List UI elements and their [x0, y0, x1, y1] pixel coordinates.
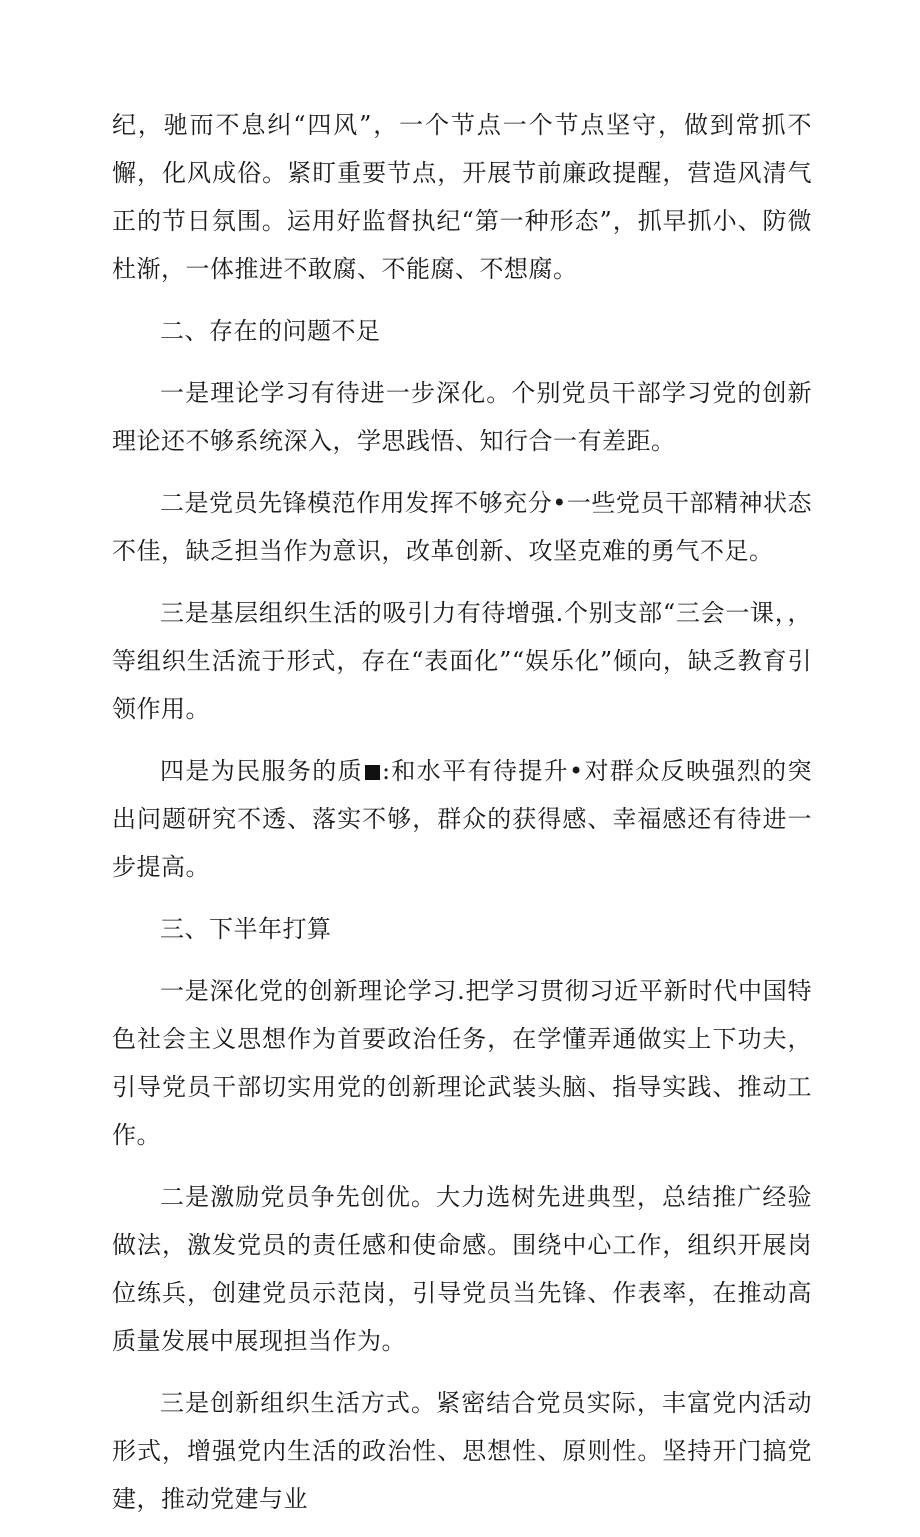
black-square-glyph	[365, 765, 380, 780]
document-body	[112, 101, 812, 1537]
paragraph-problem-1: 一是理论学习有待进一步深化。个别党员干部学习党的创新理论还不够系统深入，学思践悟、知行合一有差距。	[112, 379, 812, 455]
paragraph-plan-3: 三是创新组织生活方式。紧密结合党员实际，丰富党内活动形式，增强党内生活的政治性、思想性、原则性。坚持开门搞党建，推动党建与业	[112, 1389, 812, 1513]
paragraph-continued: 纪，驰而不息纠“四风”，一个节点一个节点坚守，做到常抓不懈，化风成俗。紧盯重要节点，开展节前廉政提醒，营造风清气正的节日氛围。运用好监督执纪“第一种形态”，抓早抓小、防微杜渐，一体推进不敢腐、不能腐、不想腐。	[112, 111, 812, 283]
section-heading-plans: 三、下半年打算	[160, 915, 332, 943]
paragraph-problem-3: 三是基层组织生活的吸引力有待增强.个别支部“三会一课，，等组织生活流于形式，存在“表面化”“娱乐化”倾向，缺乏教育引领作用。	[112, 599, 812, 723]
paragraph-plan-1: 一是深化党的创新理论学习.把学习贯彻习近平新时代中国特色社会主义思想作为首要政治任务，在学懂弄通做实上下功夫，引导党员干部切实用党的创新理论武装头脑、指导实践、推动工作。	[112, 977, 812, 1149]
paragraph-problem-4	[112, 747, 812, 891]
paragraph-problem-2: 二是党员先锋模范作用发挥不够充分•一些党员干部精神状态不佳，缺乏担当作为意识，改革创新、攻坚克难的勇气不足。	[112, 489, 812, 565]
paragraph-plan-2: 二是激励党员争先创优。大力选树先进典型，总结推广经验做法，激发党员的责任感和使命感。围绕中心工作，组织开展岗位练兵，创建党员示范岗，引导党员当先锋、作表率，在推动高质量发展中展现担当作为。	[112, 1183, 812, 1355]
paragraph-problem-4-start: 四是为民服务的质	[160, 757, 363, 785]
paragraph-problem-4-end: :和水平有待提升•对群众反映强烈的突出问题研究不透、落实不够，群众的获得感、幸福感还有待进一步提高。	[112, 757, 812, 881]
section-heading-problems: 二、存在的问题不足	[160, 317, 381, 345]
